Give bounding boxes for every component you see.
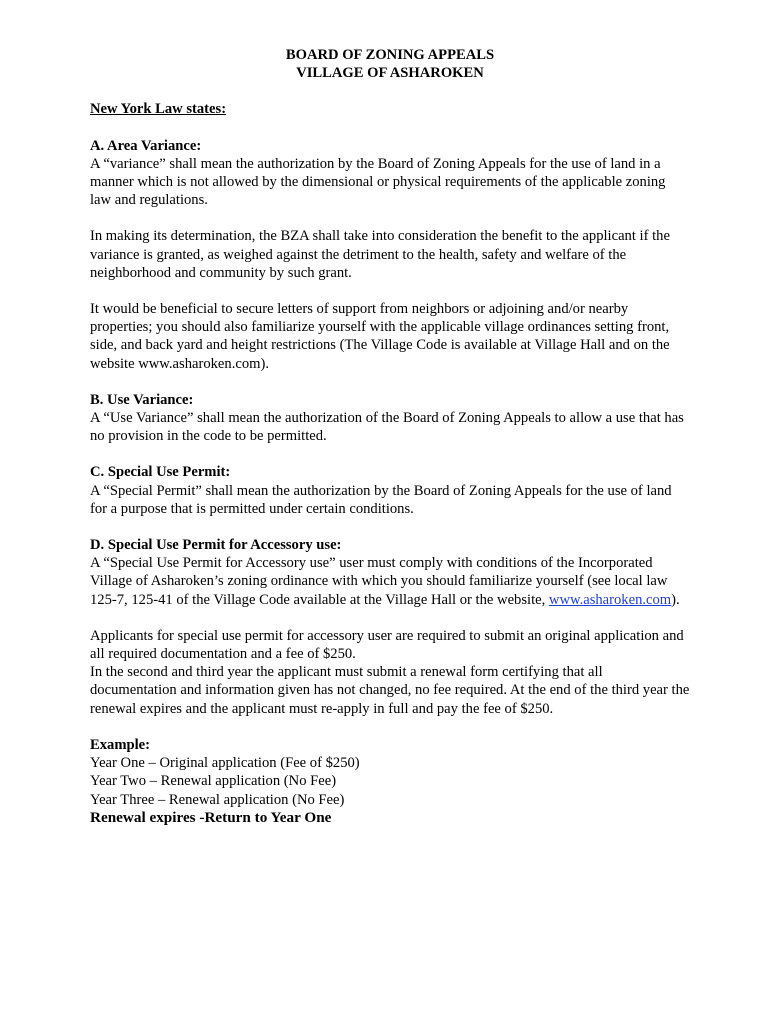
section-a-paragraph-2: In making its determination, the BZA shall take into consideration the benefit to the applicant if the variance is granted, as weighed against the detriment to the health, safety and welfare of the neighborhood and community by such grant. bbox=[90, 228, 670, 281]
section-area-variance bbox=[90, 137, 690, 373]
example-line-year-two: Year Two – Renewal application (No Fee) bbox=[90, 773, 337, 790]
section-special-use-permit bbox=[90, 463, 690, 518]
section-d-paragraph-2: Applicants for special use permit for accessory user are required to submit an original application and all required documentation and a fee of $250. bbox=[90, 627, 684, 663]
section-b-heading: B. Use Variance: bbox=[90, 391, 194, 408]
section-d-paragraph-1 bbox=[90, 554, 690, 609]
example-block bbox=[90, 736, 690, 827]
example-renewal-expires: Renewal expires -Return to Year One bbox=[90, 808, 332, 826]
section-accessory-use-permit bbox=[90, 536, 690, 718]
example-heading: Example: bbox=[90, 736, 150, 753]
title-line-board: BOARD OF ZONING APPEALS bbox=[285, 47, 495, 63]
section-use-variance bbox=[90, 391, 690, 446]
example-line-year-one: Year One – Original application (Fee of $250) bbox=[90, 755, 360, 772]
section-a-heading: A. Area Variance: bbox=[90, 137, 202, 154]
section-c-heading: C. Special Use Permit: bbox=[90, 464, 231, 481]
section-d-paragraph-3: In the second and third year the applicant must submit a renewal form certifying that all documentation and information given has not changed, no fee required. At the end of the third year the renewal expires and the applicant must re-apply in full and pay the fee of $250. bbox=[90, 664, 690, 717]
section-b-paragraph-1: A “Use Variance” shall mean the authorization of the Board of Zoning Appeals to allow a use that has no provision in the code to be permitted. bbox=[90, 410, 684, 445]
asharoken-website-link[interactable]: www.asharoken.com bbox=[548, 591, 672, 608]
section-d-paragraph-1-text: A “Special Use Permit for Accessory use” user must comply with conditions of the Incorporated Village of Asharoken’s zoning ordinance with which you should familiarize yourself (see local law 125-7, 125-41 of the Village Code available at the Village Hall or the website, bbox=[90, 555, 668, 608]
title-line-village: VILLAGE OF ASHAROKEN bbox=[296, 65, 484, 82]
intro-heading: New York Law states: bbox=[90, 101, 227, 118]
section-c-paragraph-1: A “Special Permit” shall mean the authorization by the Board of Zoning Appeals for the use of land for a purpose that is permitted under certain conditions. bbox=[90, 482, 672, 517]
section-d-heading: D. Special Use Permit for Accessory use: bbox=[90, 537, 342, 554]
section-d-paragraph-1-end: ). bbox=[671, 591, 680, 608]
section-a-paragraph-3: It would be beneficial to secure letters of support from neighbors or adjoining and/or nearby properties; you should also familiarize yourself with the applicable village ordinances setting front, side, and back yard and height restrictions (The Village Code is available at Village Hall and on the website www.asharoken.com). bbox=[90, 301, 670, 372]
document-page bbox=[90, 46, 690, 827]
section-a-paragraph-1: A “variance” shall mean the authorization by the Board of Zoning Appeals for the use of land in a manner which is not allowed by the dimensional or physical requirements of the applicable zoning law and regulations. bbox=[90, 155, 666, 209]
example-line-year-three: Year Three – Renewal application (No Fee) bbox=[90, 791, 345, 808]
document-title bbox=[90, 46, 690, 82]
